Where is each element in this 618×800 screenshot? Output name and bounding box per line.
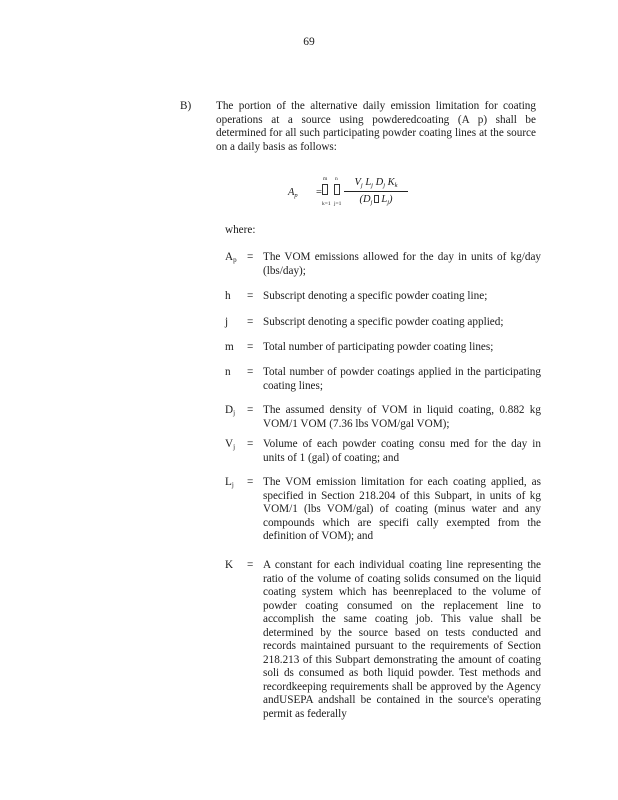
definition-symbol: h [225,290,231,302]
definition-text: Subscript denoting a specific powder coating applied; [263,316,504,328]
definition-text: The VOM emission limitation for each coating applied, as specified in Section 218.204 of this Subpart, in units of kg VOM/1 (lbs VOM/gal) of coating (minus water and any compounds which are specifi cally exempted from the definition of VOM); and [263,476,541,542]
definition-equals: = [247,290,254,302]
inner-sum-lower: j=1 [334,201,342,207]
formula-summations [322,176,344,210]
definition-text: Volume of each powder coating consu med for the day in units of 1 (gal) of coating; and [263,438,541,464]
section-label: B) [180,100,192,112]
definition-symbol: n [225,366,231,378]
page-number: 69 [303,36,315,48]
definition-row [225,476,541,544]
definition-equals: = [247,341,254,353]
definition-row [225,341,541,355]
inner-sum-upper: n [335,176,338,182]
definition-text: The assumed density of VOM in liquid coating, 0.882 kg VOM/1 VOM (7.36 lbs VOM/gal VOM); [263,404,541,430]
definition-row [225,404,541,431]
definition-text: Subscript denoting a specific powder coating line; [263,290,488,302]
definition-row [225,251,541,278]
definition-symbol: $A_p$ [225,251,237,264]
inner-sum-symbol [334,184,340,195]
definition-row [225,316,541,330]
section-intro-paragraph: The portion of the alternative daily emission limitation for coating operations at a source using powderedcoating (A p) shall be determined for all such participating powder coating lines at the source on a daily basis as follows: [216,100,536,153]
definition-symbol: j [225,316,229,328]
definition-row [225,559,541,721]
definition-equals: = [247,251,254,263]
definition-row [225,438,541,465]
definition-row [225,366,541,393]
definition-equals: = [247,366,254,378]
definition-row [225,290,541,304]
outer-sum-upper: m [323,176,328,182]
definition-text: The VOM emissions allowed for the day in units of kg/day (lbs/day); [263,251,541,277]
definition-symbol: $V_j$ [225,438,236,451]
definition-equals: = [247,404,254,416]
definition-equals: = [247,438,254,450]
definition-symbol: $D_j$ [225,404,236,417]
formula-numerator: $V_j$ $L_j$ $D_j$ $K_k$ [344,176,408,192]
outer-sum-symbol [322,184,328,195]
definition-symbol: $L_j$ [225,476,234,489]
definition-text: Total number of powder coatings applied in the participating coating lines; [263,366,541,392]
formula-lhs: $A_p$ [288,187,298,199]
definition-equals: = [247,316,254,328]
outer-sum-lower: k=1 [322,201,331,207]
definition-text: Total number of participating powder coating lines; [263,341,494,353]
formula-denominator: ($D_j$ $L_j$) [359,193,393,206]
definition-equals: = [247,476,254,488]
where-label: where: [225,224,256,236]
definition-symbol: m [225,341,234,353]
definition-symbol: K [225,559,234,571]
emission-formula [288,176,418,210]
definition-text: A constant for each individual coating line representing the ratio of the volume of coating solids consumed on the liquid coating system which has beenreplaced to the volume of powder coating consumed on the replacement line to accomplish the same coating job. This value shall be determined by the source based on tests conducted and records maintained pursuant to the requirements of Section 218.213 of this Subpart demonstrating the amount of coating soli ds consumed as both liquid powder. Test methods and recordkeeping requirements shall be approved by the Agency andUSEPA andshall be contained in the source's operating permit as federally [263,559,541,720]
operator-glyph [374,195,379,203]
formula-equals: = [316,187,322,198]
formula-fraction [344,176,408,206]
definition-equals: = [247,559,254,571]
